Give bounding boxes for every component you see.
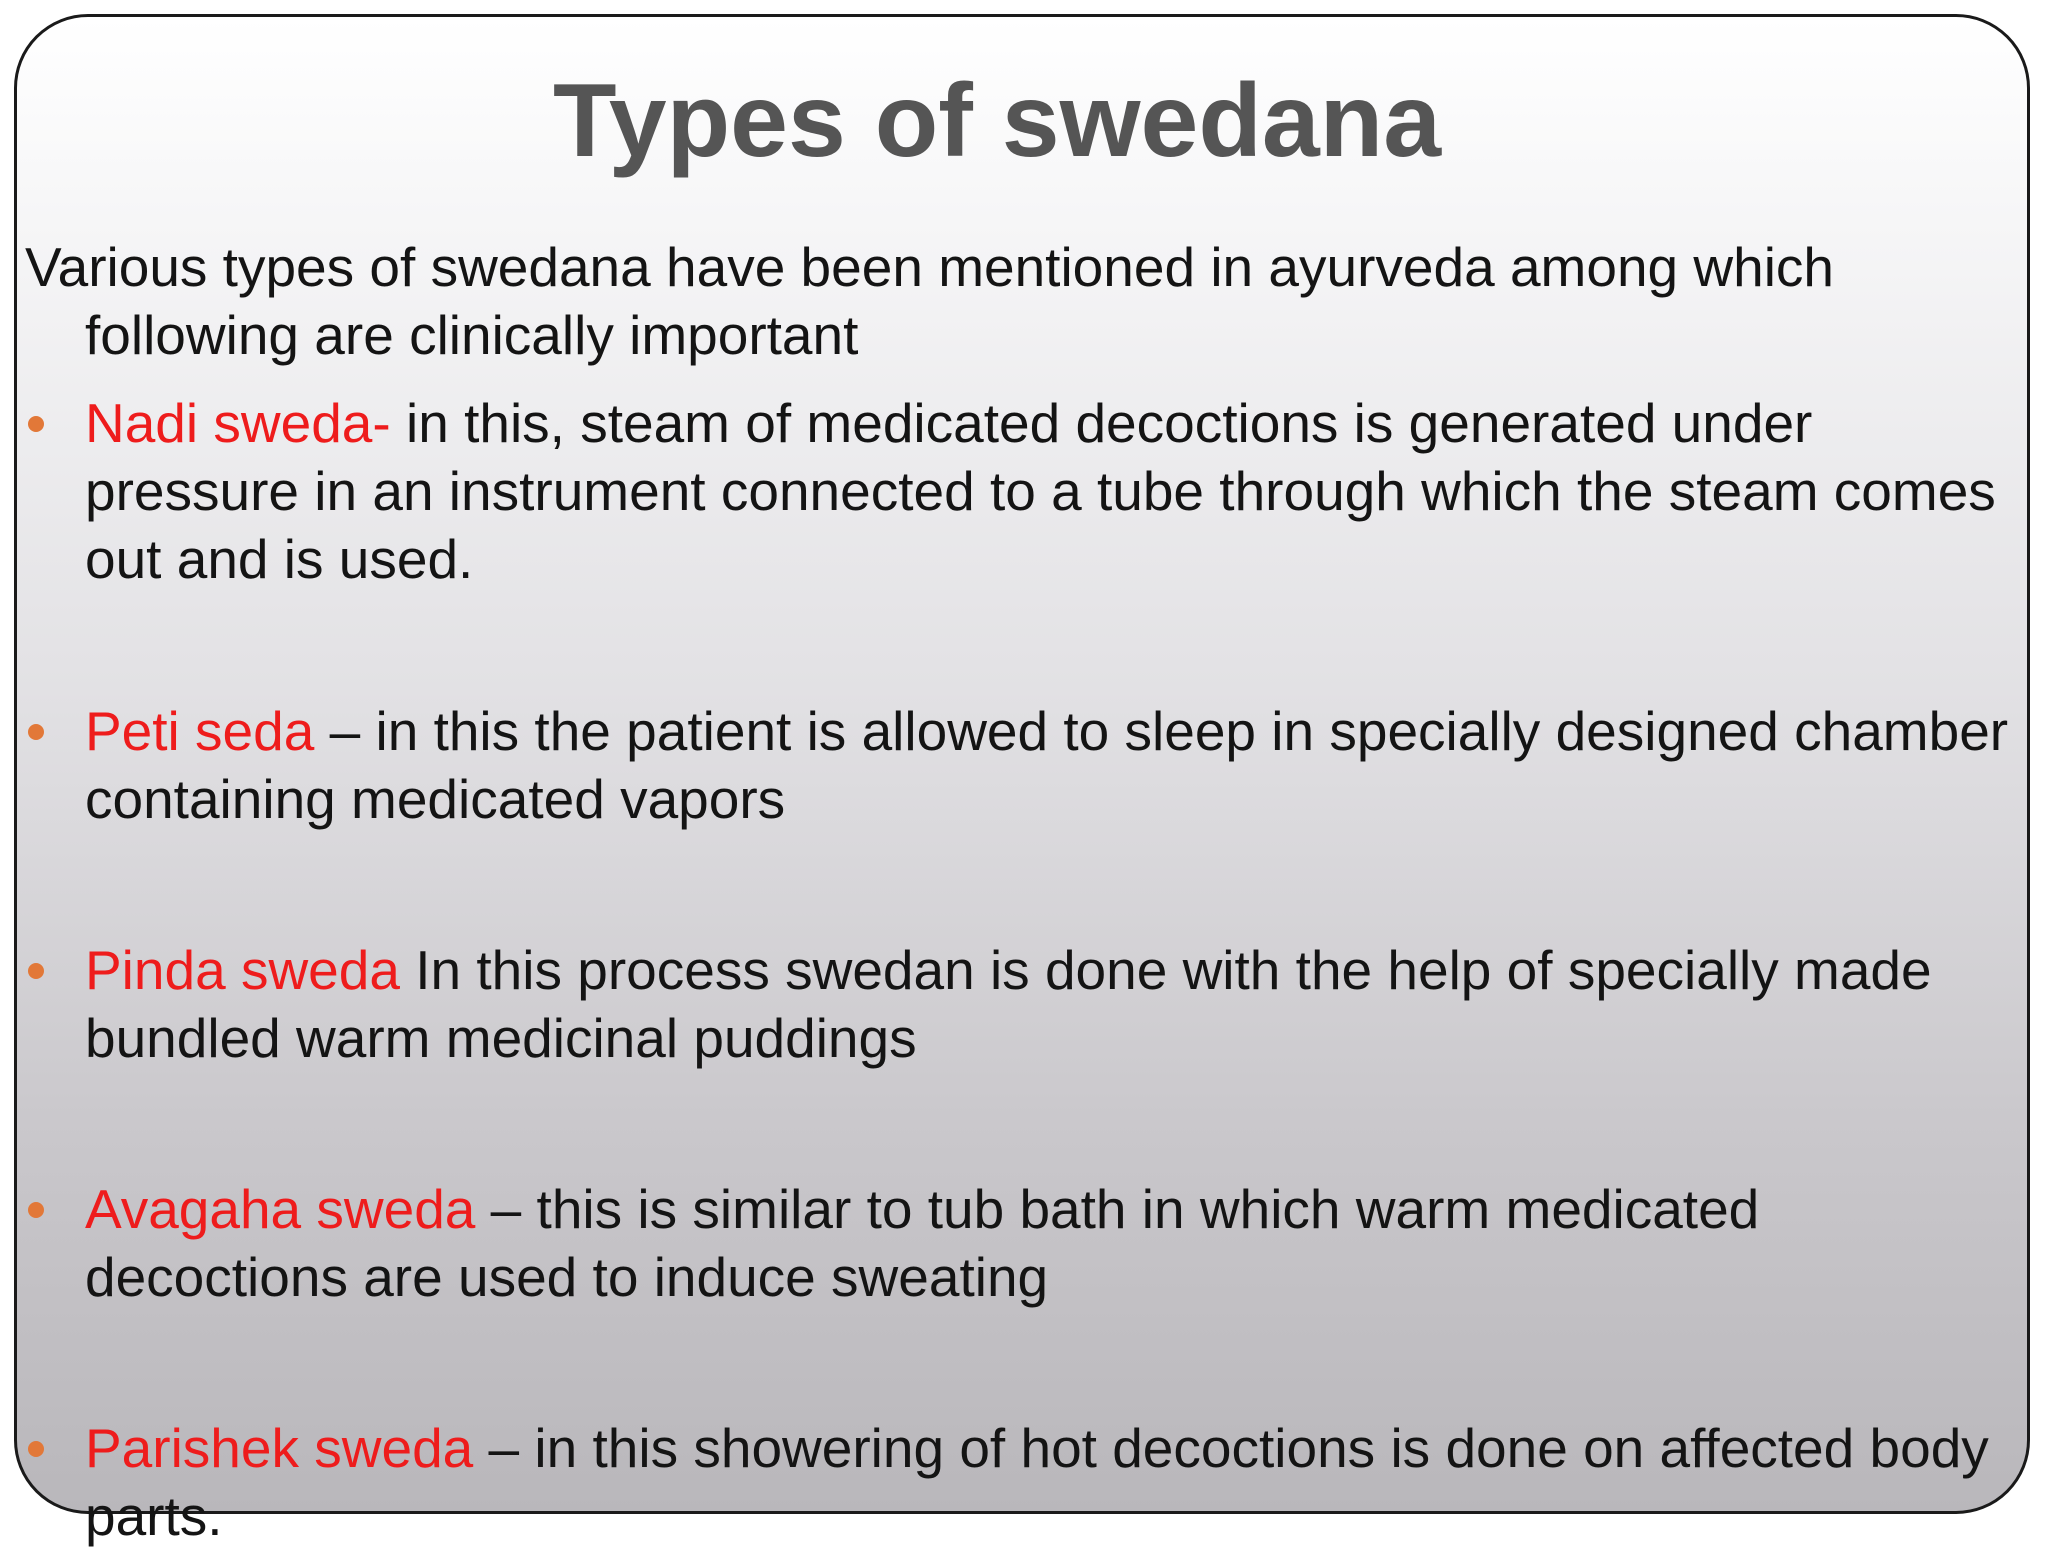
bullet-term: Peti seda — [85, 700, 315, 762]
bullet-dot-icon — [28, 724, 44, 740]
bullet-term: Parishek sweda — [85, 1417, 474, 1479]
bullet-dot-icon — [28, 963, 44, 979]
bullet-pinda-sweda — [85, 936, 2015, 1072]
bullet-text: in this, steam of medicated decoctions is generated under pressure in an instrument connected to a tube through which the steam comes out and is used. — [85, 392, 1996, 590]
bullet-dot-icon — [28, 1441, 44, 1457]
bullet-text: – in this the patient is allowed to sleep in specially designed chamber containing medicated vapors — [85, 700, 2009, 830]
bullet-text: In this process swedan is done with the help of specially made bundled warm medicinal puddings — [85, 939, 1932, 1069]
slide-title: Types of swedana — [552, 63, 1442, 179]
bullet-dot-icon — [28, 1202, 44, 1218]
bullet-term: Pinda sweda — [85, 939, 400, 1001]
bullet-parishek-sweda — [85, 1414, 2015, 1550]
intro-paragraph: Various types of swedana have been mentioned in ayurveda among which following are clinically important — [25, 236, 1835, 366]
bullet-text: – this is similar to tub bath in which warm medicated decoctions are used to induce sweating — [85, 1178, 1760, 1308]
bullet-peti-seda — [85, 697, 2015, 833]
bullet-nadi-sweda — [85, 389, 2015, 593]
slide-frame — [14, 14, 2030, 1547]
bullet-term: Avagaha sweda — [85, 1178, 476, 1240]
bullet-avagaha-sweda — [85, 1175, 2015, 1311]
bullet-text: – in this showering of hot decoctions is done on affected body parts. — [85, 1417, 1989, 1547]
bullet-dot-icon — [28, 416, 44, 432]
bullet-term: Nadi sweda- — [85, 392, 391, 454]
